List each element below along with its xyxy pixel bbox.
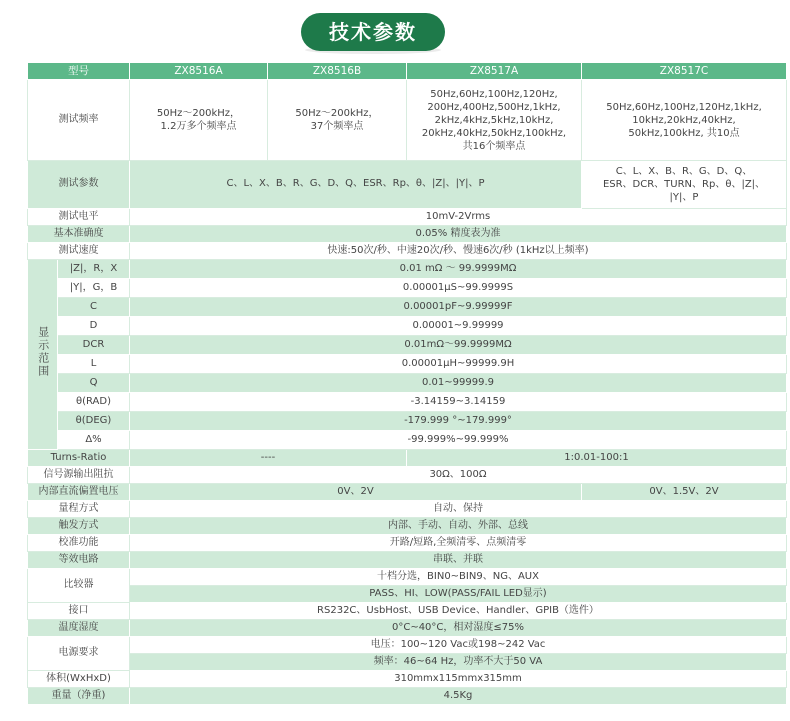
table-row bbox=[28, 484, 787, 501]
row-label-freq: 测试频率 bbox=[28, 80, 130, 161]
row-label-interface: 接口 bbox=[28, 603, 130, 620]
table-row bbox=[28, 80, 787, 161]
weight-value: 4.5Kg bbox=[130, 688, 787, 705]
display-param-value: 0.00001μS~99.9999S bbox=[130, 279, 787, 298]
row-label-accuracy: 基本准确度 bbox=[28, 226, 130, 243]
row-label-comparator: 比较器 bbox=[28, 569, 130, 603]
row-label-speed: 测试速度 bbox=[28, 243, 130, 260]
freq-zx8517a: 50Hz,60Hz,100Hz,120Hz, 200Hz,400Hz,500Hz,1kHz, 2kHz,4kHz,5kHz,10kHz, 20kHz,40kHz,50kHz,100kHz, 共16个频率点 bbox=[407, 80, 582, 161]
row-label-circuit: 等效电路 bbox=[28, 552, 130, 569]
table-row bbox=[28, 450, 787, 467]
display-param-name: D bbox=[58, 317, 130, 336]
table-row bbox=[28, 336, 787, 355]
table-row bbox=[28, 501, 787, 518]
spec-table bbox=[27, 62, 787, 705]
table-row bbox=[28, 688, 787, 705]
table-row bbox=[28, 603, 787, 620]
display-param-value: 0.00001pF~9.99999F bbox=[130, 298, 787, 317]
table-row bbox=[28, 412, 787, 431]
row-label-impedance: 信号源输出阻抗 bbox=[28, 467, 130, 484]
table-row bbox=[28, 654, 787, 671]
trigger-value: 内部、手动、自动、外部、总线 bbox=[130, 518, 787, 535]
power-line1: 电压：100~120 Vac或198~242 Vac bbox=[130, 637, 787, 654]
display-param-name: Δ% bbox=[58, 431, 130, 450]
table-row bbox=[28, 620, 787, 637]
table-row bbox=[28, 226, 787, 243]
row-label-range-mode: 量程方式 bbox=[28, 501, 130, 518]
power-line2: 频率：46~64 Hz，功率不大于50 VA bbox=[130, 654, 787, 671]
impedance-value: 30Ω、100Ω bbox=[130, 467, 787, 484]
table-row bbox=[28, 374, 787, 393]
table-row bbox=[28, 243, 787, 260]
display-param-value: -99.999%~99.999% bbox=[130, 431, 787, 450]
table-row bbox=[28, 317, 787, 336]
row-label-calibration: 校准功能 bbox=[28, 535, 130, 552]
section-title-area bbox=[0, 0, 790, 58]
table-header-row bbox=[28, 63, 787, 80]
header-model-zx8516a: ZX8516A bbox=[130, 63, 268, 80]
display-param-name: |Z|，R，X bbox=[58, 260, 130, 279]
display-param-name: θ(RAD) bbox=[58, 393, 130, 412]
table-row bbox=[28, 535, 787, 552]
calibration-value: 开路/短路,全频清零、点频清零 bbox=[130, 535, 787, 552]
table-row bbox=[28, 518, 787, 535]
freq-zx8516a: 50Hz～200kHz， 1.2万多个频率点 bbox=[130, 80, 268, 161]
table-row bbox=[28, 161, 787, 209]
row-label-temp: 温度湿度 bbox=[28, 620, 130, 637]
display-param-name: |Y|，G，B bbox=[58, 279, 130, 298]
comparator-line2: PASS、HI、LOW(PASS/FAIL LED显示) bbox=[130, 586, 787, 603]
table-row bbox=[28, 298, 787, 317]
display-param-name: θ(DEG) bbox=[58, 412, 130, 431]
display-param-value: 0.00001~9.99999 bbox=[130, 317, 787, 336]
interface-value: RS232C、UsbHost、USB Device、Handler、GPIB（选件） bbox=[130, 603, 787, 620]
header-model-zx8517c: ZX8517C bbox=[582, 63, 787, 80]
display-param-value: 0.00001μH~99999.9H bbox=[130, 355, 787, 374]
table-row bbox=[28, 393, 787, 412]
header-model-label: 型号 bbox=[28, 63, 130, 80]
row-label-bias: 内部直流偏置电压 bbox=[28, 484, 130, 501]
params-abc: C、L、X、B、R、G、D、Q、ESR、Rp、θ、|Z|、|Y|、P bbox=[130, 161, 582, 209]
freq-zx8517c: 50Hz,60Hz,100Hz,120Hz,1kHz, 10kHz,20kHz,40kHz, 50kHz,100kHz, 共10点 bbox=[582, 80, 787, 161]
row-label-trigger: 触发方式 bbox=[28, 518, 130, 535]
table-row bbox=[28, 209, 787, 226]
range-mode-value: 自动、保持 bbox=[130, 501, 787, 518]
temp-value: 0°C~40°C，相对湿度≤75% bbox=[130, 620, 787, 637]
row-label-params: 测试参数 bbox=[28, 161, 130, 209]
display-param-name: L bbox=[58, 355, 130, 374]
table-row bbox=[28, 431, 787, 450]
params-zx8517c: C、L、X、B、R、G、D、Q、 ESR、DCR、TURN、Rp、θ、|Z|、 |Y|、P bbox=[582, 161, 787, 209]
display-range-vertical-label: 显示范围 bbox=[36, 326, 50, 379]
table-row bbox=[28, 355, 787, 374]
row-label-power: 电源要求 bbox=[28, 637, 130, 671]
circuit-value: 串联、并联 bbox=[130, 552, 787, 569]
row-label-volume: 体积(WxHxD) bbox=[28, 671, 130, 688]
turns-zx8516: ---- bbox=[130, 450, 407, 467]
display-param-value: -179.999 °~179.999° bbox=[130, 412, 787, 431]
level-value: 10mV-2Vrms bbox=[130, 209, 787, 226]
header-model-zx8517a: ZX8517A bbox=[407, 63, 582, 80]
volume-value: 310mmx115mmx315mm bbox=[130, 671, 787, 688]
table-row bbox=[28, 637, 787, 654]
display-param-value: -3.14159~3.14159 bbox=[130, 393, 787, 412]
row-label-turns: Turns-Ratio bbox=[28, 450, 130, 467]
bias-abc: 0V、2V bbox=[130, 484, 582, 501]
header-model-zx8516b: ZX8516B bbox=[268, 63, 407, 80]
display-param-value: 0.01~99999.9 bbox=[130, 374, 787, 393]
table-row bbox=[28, 552, 787, 569]
section-title: 技术参数 bbox=[301, 13, 445, 51]
row-label-weight: 重量（净重) bbox=[28, 688, 130, 705]
table-row bbox=[28, 586, 787, 603]
display-param-name: C bbox=[58, 298, 130, 317]
display-param-value: 0.01 mΩ ～ 99.9999MΩ bbox=[130, 260, 787, 279]
bias-zx8517c: 0V、1.5V、2V bbox=[582, 484, 787, 501]
display-param-name: Q bbox=[58, 374, 130, 393]
accuracy-value: 0.05% 精度表为准 bbox=[130, 226, 787, 243]
speed-value: 快速:50次/秒、中速20次/秒、慢速6次/秒 (1kHz以上频率) bbox=[130, 243, 787, 260]
display-param-name: DCR bbox=[58, 336, 130, 355]
table-row bbox=[28, 279, 787, 298]
freq-zx8516b: 50Hz～200kHz， 37个频率点 bbox=[268, 80, 407, 161]
turns-zx8517: 1:0.01-100:1 bbox=[407, 450, 787, 467]
table-row bbox=[28, 260, 787, 279]
table-row bbox=[28, 671, 787, 688]
row-label-level: 测试电平 bbox=[28, 209, 130, 226]
display-param-value: 0.01mΩ～99.9999MΩ bbox=[130, 336, 787, 355]
row-label-display-range bbox=[28, 260, 58, 450]
table-row bbox=[28, 467, 787, 484]
comparator-line1: 十档分选，BIN0~BIN9、NG、AUX bbox=[130, 569, 787, 586]
table-row bbox=[28, 569, 787, 586]
